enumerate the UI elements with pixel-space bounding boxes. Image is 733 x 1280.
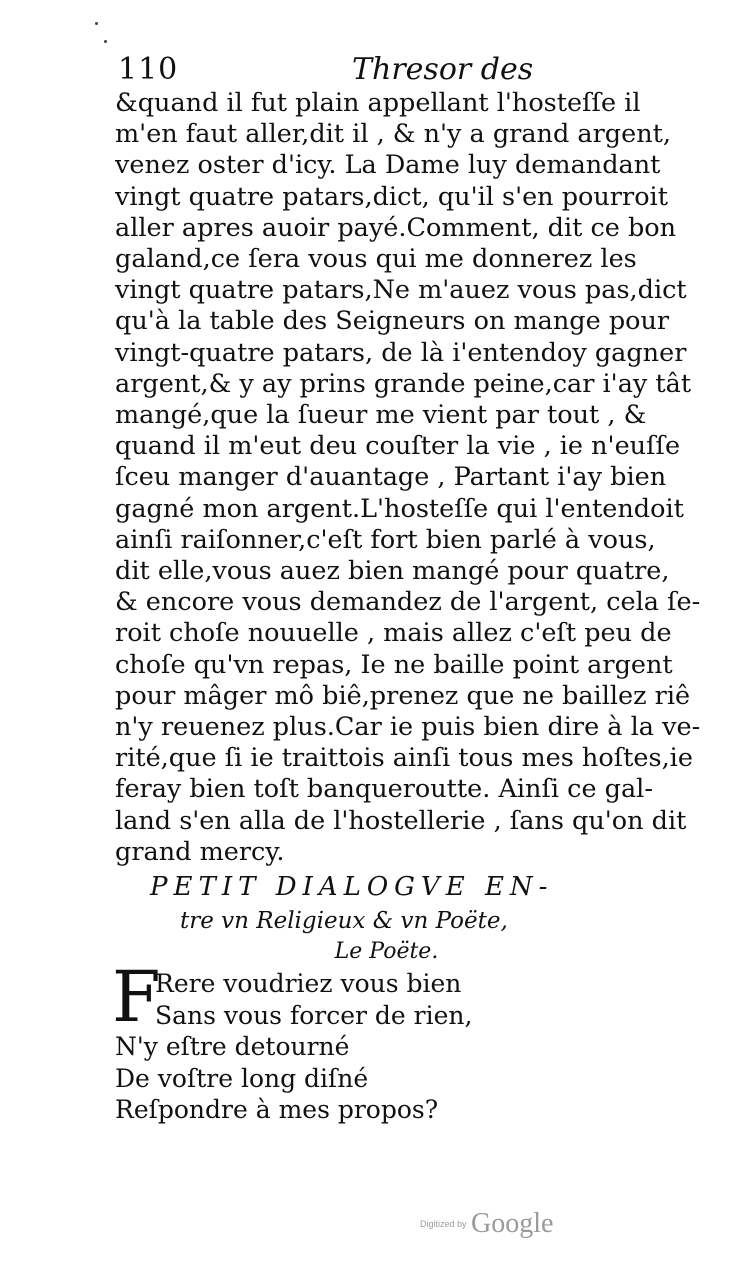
text-line: aller apres auoir payé.Comment, dit ce bon xyxy=(115,212,677,243)
text-line: choſe qu'vn repas, Ie ne baille point argent xyxy=(115,649,673,680)
verse-line: Reſpondre à mes propos? xyxy=(115,1095,439,1124)
text-line: mangé,que la ſueur me vient par tout , & xyxy=(115,400,647,431)
text-line: &quand il fut plain appellant l'hosteſſe il xyxy=(115,88,641,118)
body-text xyxy=(115,88,701,868)
text-line: roit choſe nouuelle , mais allez c'eſt peu de xyxy=(115,618,672,649)
text-line: feray bien toſt banqueroutte. Ainſi ce gal- xyxy=(115,774,653,805)
ink-speck xyxy=(95,22,98,25)
text-line: ainſi raiſonner,c'eſt fort bien parlé à vous, xyxy=(115,524,656,555)
text-line: venez oster d'icy. La Dame luy demandant xyxy=(115,150,661,181)
google-logo: Google xyxy=(470,1208,554,1239)
verse xyxy=(115,968,472,1126)
text-line: vingt-quatre patars, de là i'entendoy gagner xyxy=(115,337,687,368)
section-heading: PETIT DIALOGVE EN- xyxy=(150,872,554,902)
verse-line: De voſtre long diſné xyxy=(115,1063,369,1093)
text-line: pour mâger mô biê,prenez que ne baillez riê xyxy=(115,680,691,711)
text-line: galand,ce ſera vous qui me donnerez les xyxy=(115,244,637,275)
text-line: qu'à la table des Seigneurs on mange pour xyxy=(115,306,670,337)
page-number: 110 xyxy=(118,52,179,87)
text-line: & encore vous demandez de l'argent, cela ſe- xyxy=(115,587,701,618)
digitized-watermark xyxy=(420,1208,553,1240)
drop-cap: F xyxy=(112,956,161,1038)
text-line: gagné mon argent.L'hosteſſe qui l'entendoit xyxy=(115,493,684,524)
text-line: m'en faut aller,dit il , & n'y a grand argent, xyxy=(115,119,671,150)
text-line: grand mercy. xyxy=(115,836,285,867)
text-line: n'y reuenez plus.Car ie puis bien dire à la ve- xyxy=(115,712,701,743)
text-line: quand il m'eut deu couſter la vie , ie n'euſſe xyxy=(115,431,681,462)
running-title: Thresor des xyxy=(352,52,534,87)
verse-line: Rere voudriez vous bien xyxy=(155,969,462,998)
section-subheading: tre vn Religieux & vn Poëte, xyxy=(180,908,508,934)
text-line: vingt quatre patars,dict, qu'il s'en pourroit xyxy=(115,181,668,212)
ink-speck xyxy=(104,40,107,43)
verse-line: Sans vous forcer de rien, xyxy=(155,1000,473,1030)
watermark-prefix: Digitized by xyxy=(420,1219,467,1229)
speaker-label: Le Poëte. xyxy=(334,939,439,964)
verse-line: N'y eſtre detourné xyxy=(115,1032,350,1061)
text-line: ſceu manger d'auantage , Partant i'ay bien xyxy=(115,462,667,493)
text-line: vingt quatre patars,Ne m'auez vous pas,dict xyxy=(115,275,687,306)
text-line: argent,& y ay prins grande peine,car i'ay tât xyxy=(115,368,692,399)
text-line: rité,que ſi ie traittois ainſi tous mes hoſtes,ie xyxy=(115,743,693,774)
text-line: land s'en alla de l'hostellerie , ſans qu'on dit xyxy=(115,805,687,836)
text-line: dit elle,vous auez bien mangé pour quatre, xyxy=(115,556,670,587)
